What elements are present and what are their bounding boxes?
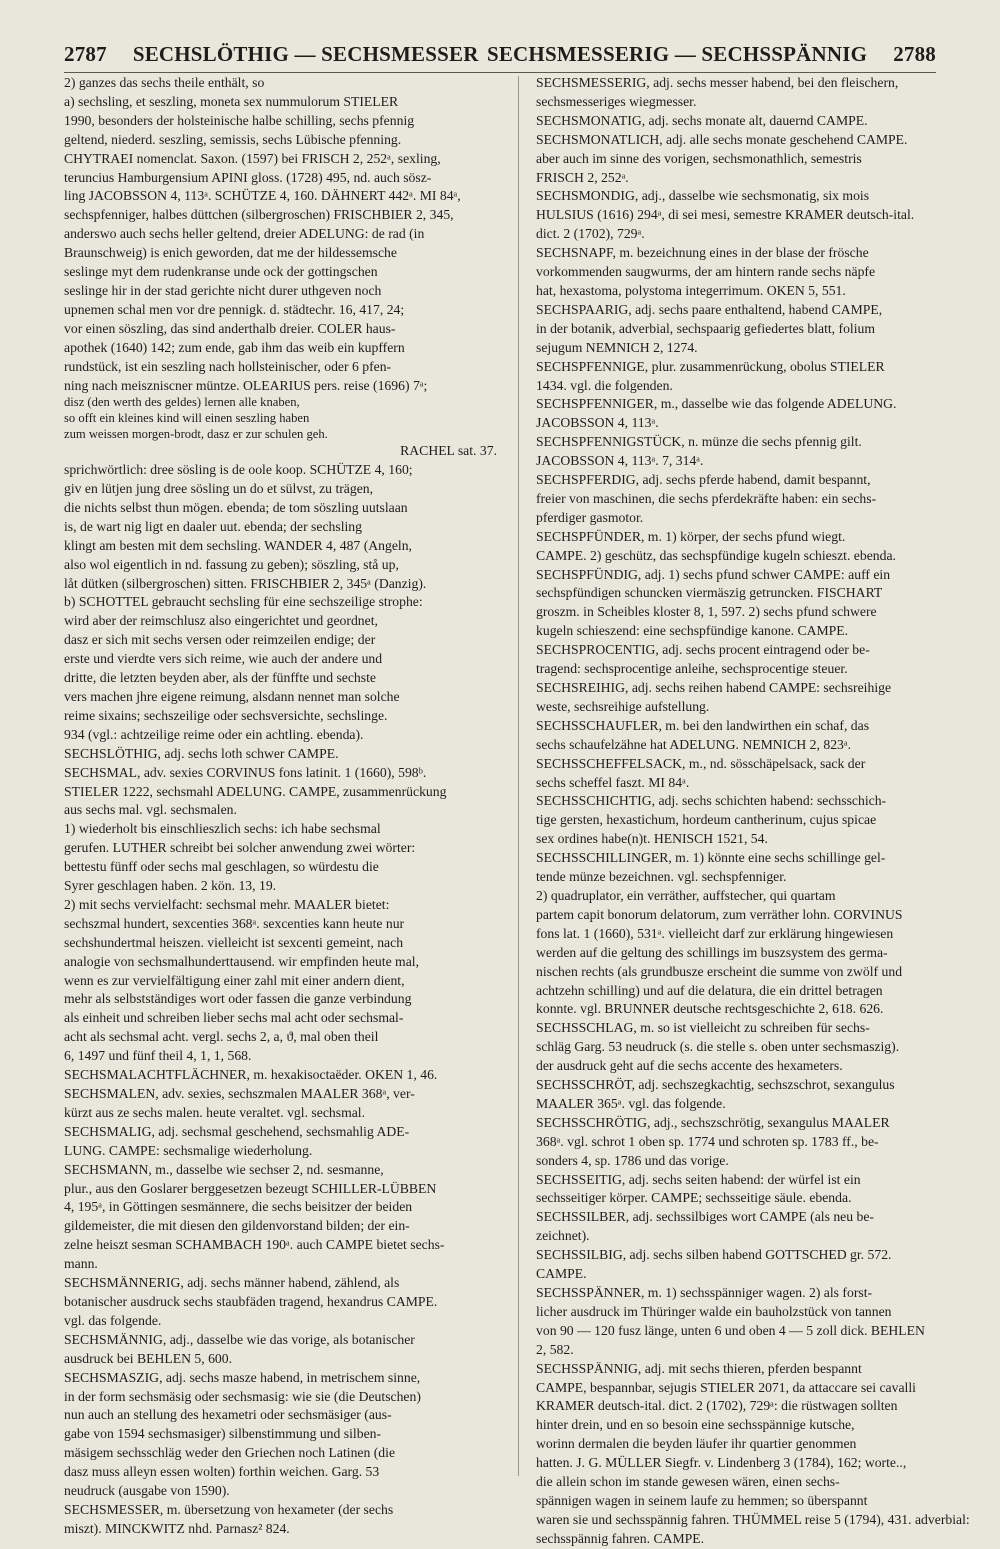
text-line: SECHSSCHAUFLER, m. bei den landwirthen ein schaf, das [536,717,870,733]
text-line: pferdiger gasmotor. [536,509,644,525]
left-header [64,42,479,67]
text-line: gildemeister, die mit diesen den gildenvorstand bilden; der ein- [64,1218,410,1234]
text-line: sechsmesseriges wiegmesser. [536,93,697,109]
text-line: SECHSMONATLICH, adj. alle sechs monate geschehend CAMPE. [536,131,908,147]
text-line: JACOBSSON 4, 113ᵃ. [536,415,659,431]
text-line: SECHSMONDIG, adj., dasselbe wie sechsmonatig, six mois [536,188,870,204]
text-line: schläg Garg. 53 neudruck (s. die stelle s. oben unter sechsmaszig). [536,1039,900,1055]
text-line: SECHSSILBIG, adj. sechs silben habend GOTTSCHED gr. 572. [536,1247,892,1263]
text-line: licher ausdruck im Thüringer walde ein bauholzstück von tannen [536,1303,892,1319]
text-line: 1434. vgl. die folgenden. [536,377,673,393]
text-line: spännigen wagen in seinem laufe zu hemmen; so überspannt [536,1492,868,1508]
text-line: als einheit und schreiben lieber sechs mal acht oder sechsmal- [64,1010,404,1026]
text-line: SECHSMÄNNIG, adj., dasselbe wie das vorige, als botanischer [64,1331,415,1347]
text-line: SECHSSCHILLINGER, m. 1) könnte eine sechs schillinge gel- [536,850,886,866]
text-line: 368ᵃ. vgl. schrot 1 oben sp. 1774 und schroten sp. 1783 ff., be- [536,1133,879,1149]
text-line: 2) quadruplator, ein verräther, auffstecher, qui quartam [536,887,836,903]
text-line: 4, 195ᵃ, in Göttingen sesmännere, die sechs beisitzer der beiden [64,1199,413,1215]
text-line: der ausdruck geht auf die sechs accente des hexameters. [536,1058,843,1074]
text-line: SECHSPFENNIGE, plur. zusammenrückung, obolus STIELER [536,358,885,374]
column-divider [518,76,519,1476]
text-line: sex ordines habe(n)t. HENISCH 1521, 54. [536,831,768,847]
text-line: disz (den werth des geldes) lernen alle knaben, [64,395,300,410]
text-line: SECHSMASZIG, adj. sechs masze habend, in metrischem sinne, [64,1369,421,1385]
text-line: hinter drein, und en so besoin eine sechsspännige kutsche, [536,1417,855,1433]
text-line: SECHSMÄNNERIG, adj. sechs männer habend, zählend, als [64,1275,400,1291]
text-line: SECHSMESSERIG, adj. sechs messer habend, bei den fleischern, [536,75,899,90]
text-line: SECHSPAARIG, adj. sechs paare enthaltend, habend CAMPE, [536,301,883,317]
text-line: also wol eigentlich in nd. fassung zu geben); söszling, stå up, [64,556,399,572]
text-line: sechsseitiger körper. CAMPE; sechsseitige säule. ebenda. [536,1190,852,1206]
text-line: CHYTRAEI nomenclat. Saxon. (1597) bei FRISCH 2, 252ᵃ, sexling, [64,150,441,166]
text-line: die nichts selbst thun mögen. ebenda; de tom söszling uutslaan [64,499,408,515]
text-line: a) sechsling, et seszling, moneta sex nummulorum STIELER [64,93,399,109]
text-line: SECHSMANN, m., dasselbe wie sechser 2, nd. sesmanne, [64,1161,384,1177]
text-line: SECHSNAPF, m. bezeichnung eines in der blase der frösche [536,245,869,261]
text-line: aber auch im sinne des vorigen, sechsmonathlich, semestris [536,150,862,166]
left-page-number: 2787 [64,41,107,66]
text-line: vers machen jhre eigene reimung, alsdann nennet man solche [64,688,400,704]
text-line: geltend, niederd. seszling, semissis, sechs Lübische pfenning. [64,131,402,147]
text-line: SECHSPFÜNDIG, adj. 1) sechs pfund schwer CAMPE: auff ein [536,566,891,582]
text-line: 1990, besonders der holsteinische halbe schilling, sechs pfennig [64,112,415,128]
text-line: wird aber der reimschlusz also eingerichtet und geordnet, [64,613,378,629]
text-line: konnte. vgl. BRUNNER deutsche rechtsgeschichte 2, 618. 626. [536,1001,884,1017]
text-line: SECHSSCHRÖTIG, adj., sechszschrötig, sexangulus MAALER [536,1114,890,1130]
text-line: neudruck (ausgabe von 1590). [64,1483,230,1499]
text-line: mann. [64,1256,98,1272]
text-line: sprichwörtlich: dree sösling is de oole koop. SCHÜTZE 4, 160; [64,462,413,478]
text-line: erste und vierdte vers sich reime, wie auch der andere und [64,651,383,667]
text-line: KRAMER deutsch-ital. dict. 2 (1702), 729ᵃ: die rüstwagen sollten [536,1398,898,1414]
text-line: gabe von 1594 sechsmasiger) silbenstimmung und silben- [64,1426,382,1442]
text-line: seslinge hir in der stad gerichte nicht durer uthgeven noch [64,282,382,298]
right-page-number: 2788 [893,41,936,66]
header-rule [64,72,936,73]
text-line: rundstück, ist ein seszling nach hollsteinischer, oder 6 pfen- [64,358,392,374]
text-line: freier von maschinen, die sechs pferdekräfte haben: ein sechs- [536,490,877,506]
text-line: MAALER 365ᵃ. vgl. das folgende. [536,1095,726,1111]
text-line: SECHSSCHEFFELSACK, m., nd. sösschäpelsack, sack der [536,755,866,771]
text-line: låt dütken (silbergroschen) sitten. FRISCHBIER 2, 345ᵃ (Danzig). [64,575,427,591]
text-line: zum weissen morgen-brodt, dasz er zur schulen geh. [64,426,328,441]
text-line: CAMPE, bespannbar, sejugis STIELER 2071, da attaccare sei cavalli [536,1379,916,1395]
text-line: achtzehn schilling) und auf die delatura, die ein drittel betragen [536,982,883,998]
right-running-title: SECHSMESSERIG — SECHSSPÄNNIG [486,41,868,66]
text-line: 934 (vgl.: achtzeilige reime oder ein achtling. ebenda). [64,726,364,742]
text-line: reime sixains; sechszeilige oder sechsversichte, sechslinge. [64,707,388,723]
page-header [64,38,936,70]
text-line: sechspfenniger, halbes düttchen (silbergroschen) FRISCHBIER 2, 345, [64,207,454,223]
text-line: dritte, die letzten beyden aber, als der fünffte und sechste [64,670,376,686]
text-line: mehr als selbstständiges wort oder fassen die ganze verbindung [64,991,412,1007]
text-line: sonders 4, sp. 1786 und das vorige. [536,1152,729,1168]
text-line: kugeln schieszend: eine sechspfündige kanone. CAMPE. [536,623,849,639]
text-line: SECHSREIHIG, adj. sechs reihen habend CAMPE: sechsreihige [536,680,892,695]
text-line: aus sechs mal. vgl. sechsmalen. [64,802,237,818]
text-line: in der form sechsmäsig oder sechsmasig: wie sie (die Deutschen) [64,1388,421,1404]
text-line: SECHSSPÄNNER, m. 1) sechsspänniger wagen. 2) als forst- [536,1285,873,1300]
text-line: STIELER 1222, sechsmahl ADELUNG. CAMPE, zusammenrückung [64,783,447,799]
text-line: nun auch an stellung des hexametri oder sechsmäsiger (aus- [64,1407,392,1423]
right-column [536,74,973,1549]
text-line: SECHSMESSER, m. übersetzung von hexameter (der sechs [64,1501,394,1517]
text-line: SECHSPROCENTIG, adj. sechs procent eintragend oder be- [536,642,870,658]
text-line: SECHSMALACHTFLÄCHNER, m. hexakisoctaëder. OKEN 1, 46. [64,1067,438,1083]
text-line: vgl. das folgende. [64,1312,162,1328]
text-line: dasz er sich mit sechs versen oder reimzeilen endige; der [64,632,376,648]
text-line: botanischer ausdruck sechs staubfäden tragend, hexandrus CAMPE. [64,1293,438,1309]
text-line: SECHSSCHRÖT, adj. sechszegkachtig, sechszschrot, sexangulus [536,1077,895,1093]
text-line: partem capit bonorum delatorum, zum verräther lohn. CORVINUS [536,906,903,922]
text-line: SECHSSCHLAG, m. so ist vielleicht zu schreiben für sechs- [536,1020,870,1036]
text-line: von 90 — 120 fusz länge, unten 6 und oben 4 — 5 zoll dick. BEHLEN [536,1322,925,1338]
text-line: 2) mit sechs vervielfacht: sechsmal mehr. MAALER bietet: [64,896,390,912]
text-line: hatten. J. G. MÜLLER Siegfr. v. Lindenberg 3 (1784), 162; worte.., [536,1455,907,1471]
text-line: 2, 582. [536,1341,574,1357]
text-line: SECHSMALEN, adv. sexies, sechszmalen MAALER 368ᵃ, ver- [64,1086,415,1101]
text-line: zelne heiszt sesman SCHAMBACH 190ᵃ. auch CAMPE bietet sechs- [64,1237,445,1253]
text-line: miszt). MINCKWITZ nhd. Parnasz² 824. [64,1520,290,1536]
text-line: dasz muss alleyn essen wolten) forthin weichen. Garg. 53 [64,1464,380,1480]
text-line: waren sie und sechsspännig fahren. THÜMMEL reise 5 (1794), 431. adverbial: [536,1511,970,1527]
text-line: RACHEL sat. 37. [400,443,497,459]
text-line: giv en lütjen jung dree sösling un do et sülvst, zu trägen, [64,481,374,496]
text-line: SECHSMONATIG, adj. sechs monate alt, dauernd CAMPE. [536,112,868,128]
text-line: tragend: sechsprocentige anleihe, sechsprocentige steuer. [536,661,848,677]
text-line: SECHSLÖTHIG, adj. sechs loth schwer CAMPE. [64,745,339,761]
text-line: SECHSPFENNIGSTÜCK, n. münze die sechs pfennig gilt. [536,434,862,450]
text-line: tende münze bezeichnen. vgl. sechspfenniger. [536,869,787,885]
text-line: 6, 1497 und fünf theil 4, 1, 1, 568. [64,1048,252,1064]
text-line: 2) ganzes das sechs theile enthält, so [64,75,265,90]
text-line: sejugum NEMNICH 2, 1274. [536,339,698,355]
text-line: is, de wart nig ligt en daaler uut. ebenda; der sechsling [64,518,362,534]
text-line: groszm. in Scheibles kloster 8, 1, 597. 2) sechs pfund schwere [536,604,877,620]
text-line: apothek (1640) 142; zum ende, gab ihm das weib ein kupffern [64,339,405,355]
text-line: HULSIUS (1616) 294ᵃ, di sei mesi, semestre KRAMER deutsch-ital. [536,207,915,223]
text-line: anderswo auch sechs heller geltend, dreier ADELUNG: de rad (in [64,226,425,242]
text-line: so offt ein kleines kind will einen seszling haben [64,411,310,425]
text-line: vorkommenden saugwurms, der am hintern rande sechs näpfe [536,264,876,280]
text-line: SECHSSILBER, adj. sechssilbiges wort CAMPE (als neu be- [536,1209,874,1225]
text-line: hat, hexastoma, polystoma integerrimum. OKEN 5, 551. [536,282,846,298]
text-line: wenn es zur vervielfältigung einer zahl mit einer andern dient, [64,972,405,988]
text-line: SECHSMAL, adv. sexies CORVINUS fons latinit. 1 (1660), 598ᵇ. [64,764,427,780]
text-line: 1) wiederholt bis einschlieszlich sechs: ich habe sechsmal [64,821,381,837]
text-line: b) SCHOTTEL gebraucht sechsling für eine sechszeilige strophe: [64,594,423,610]
text-line: sechszmal hundert, sexcenties 368ᵃ. sexcenties kann heute nur [64,915,405,931]
text-line: seslinge myt dem rudenkranse unde ock der gottingschen [64,264,378,280]
text-line: Syrer geschlagen haben. 2 kön. 13, 19. [64,878,277,894]
text-line: sechs scheffel faszt. MI 84ᵃ. [536,774,690,790]
text-line: SECHSPFENNIGER, m., dasselbe wie das folgende ADELUNG. [536,396,897,412]
text-line: klingt am besten mit dem sechsling. WANDER 4, 487 (Angeln, [64,537,412,553]
text-line: SECHSMALIG, adj. sechsmal geschehend, sechsmahlig ADE- [64,1123,410,1139]
left-running-title: SECHSLÖTHIG — SECHSMESSER [132,41,479,66]
text-line: bettestu fünff oder sechs mal geschlagen, so würdestu die [64,859,379,875]
text-line: LUNG. CAMPE: sechsmalige wiederholung. [64,1142,313,1158]
text-line: sechs schaufelzähne hat ADELUNG. NEMNICH 2, 823ᵃ. [536,736,852,752]
text-line: sechsspännig fahren. CAMPE. [536,1530,705,1546]
text-line: die allein schon im stande gewesen wären, einen sechs- [536,1474,840,1490]
text-line: weste, sechsreihige aufstellung. [536,698,710,714]
text-line: plur., aus den Goslarer berggesetzen bezeugt SCHILLER-LÜBBEN [64,1180,437,1196]
text-line: werden auf die geltung des schillings im buszsystem des germa- [536,944,888,960]
text-line: CAMPE. 2) geschütz, das sechspfündige kugeln schieszt. ebenda. [536,547,896,563]
text-line: SECHSSEITIG, adj. sechs seiten habend: der würfel ist ein [536,1171,861,1187]
text-line: vor einen söszling, das sind anderthalb dreier. COLER haus- [64,320,396,336]
right-header [487,42,936,67]
text-line: SECHSPFERDIG, adj. sechs pferde habend, damit bespannt, [536,472,871,488]
text-line: ning nach meiszniscner müntze. OLEARIUS pers. reise (1696) 7ᵃ; [64,377,428,393]
text-line: kürzt aus ze sechs malen. heute veraltet. vgl. sechsmal. [64,1104,366,1120]
text-line: CAMPE. [536,1266,587,1282]
text-line: fons lat. 1 (1660), 531ᵃ. vielleicht darf zur erklärung hingewiesen [536,925,894,941]
text-line: tige gersten, hexastichum, hordeum cantherinum, cujus spicae [536,812,877,828]
text-line: mäsigem sechsschläg weder den Griechen noch Latinen (die [64,1445,396,1461]
text-line: zeichnet). [536,1228,590,1244]
text-line: sechshundertmal heiszen. vielleicht ist sexcenti gemeint, nach [64,934,404,950]
text-line: upnemen schal men vor dre pennigk. d. städtechr. 16, 417, 24; [64,301,405,317]
text-line: analogie von sechsmalhunderttausend. wir empfinden heute mal, [64,953,420,969]
text-line: dict. 2 (1702), 729ᵃ. [536,226,645,242]
text-line: sechspfündigen schuncken viermäszig getruncken. FISCHART [536,585,883,601]
text-line: gerufen. LUTHER schreibt bei solcher anwendung zwei wörter: [64,840,416,856]
text-line: SECHSPFÜNDER, m. 1) körper, der sechs pfund wiegt. [536,528,846,544]
text-line: acht als sechsmal acht. vergl. sechs 2, a, ϑ, mal oben theil [64,1029,379,1045]
text-line: teruncius Hamburgensium APINI gloss. (1728) 495, nd. auch sösz- [64,169,432,185]
left-column [64,74,501,1539]
text-line: worinn dermalen die beyden läufer ihr quartier genommen [536,1436,857,1452]
text-line: ausdruck bei BEHLEN 5, 600. [64,1350,233,1366]
text-line: nischen rechts (als grundbusze erscheint die summe von zwölf und [536,963,903,979]
text-line: in der botanik, adverbial, sechspaarig gefiedertes blatt, folium [536,320,876,336]
text-line: SECHSSCHICHTIG, adj. sechs schichten habend: sechsschich- [536,793,887,809]
text-line: ling JACOBSSON 4, 113ᵃ. SCHÜTZE 4, 160. DÄHNERT 442ᵃ. MI 84ᵃ, [64,188,461,204]
text-line: FRISCH 2, 252ᵃ. [536,169,629,185]
text-line: SECHSSPÄNNIG, adj. mit sechs thieren, pferden bespannt [536,1360,862,1376]
text-line: Braunschweig) is enich geworden, dat me der hildessemsche [64,245,397,261]
text-line: JACOBSSON 4, 113ᵃ. 7, 314ᵃ. [536,453,704,469]
